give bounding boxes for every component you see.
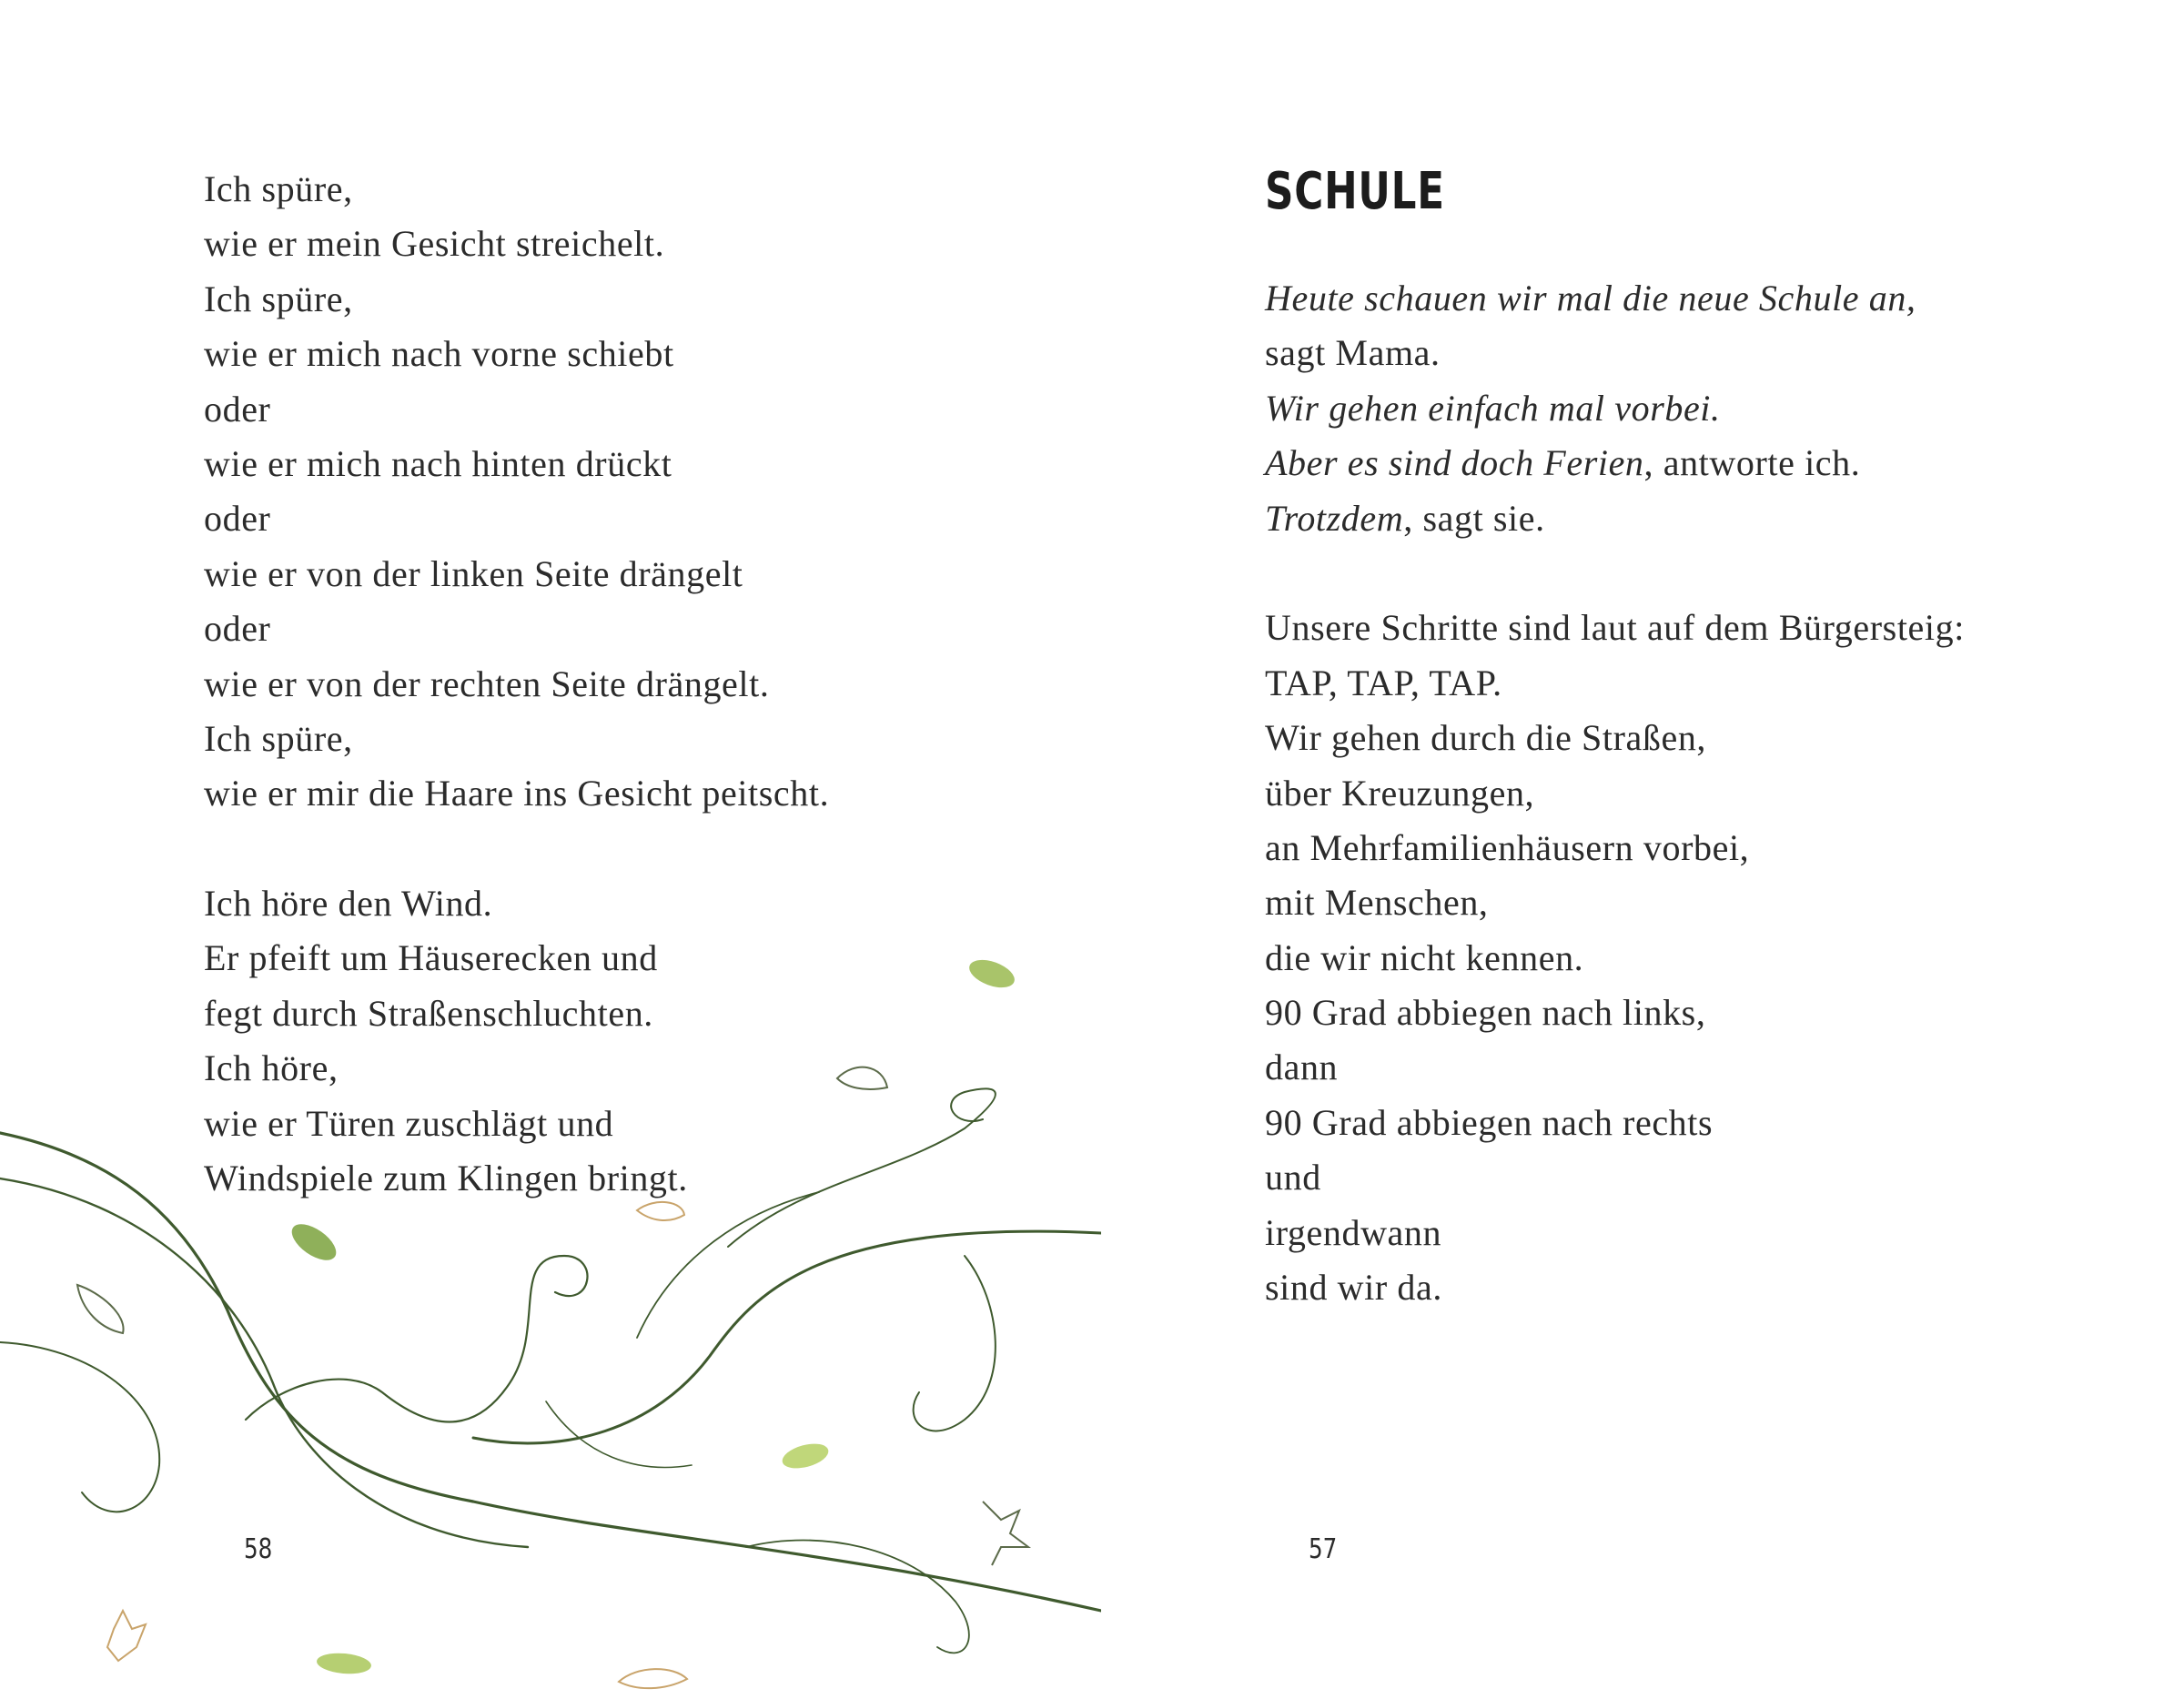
oak-leaf-icon bbox=[107, 1611, 146, 1661]
poem-line: sind wir da. bbox=[1265, 1267, 1442, 1309]
leaf-icon bbox=[286, 1217, 342, 1267]
page-number: 58 bbox=[244, 1533, 273, 1565]
stanza-break bbox=[1265, 546, 1965, 601]
leaf-icon bbox=[316, 1651, 372, 1675]
poem-right bbox=[1265, 271, 1965, 1315]
poem-left bbox=[204, 162, 829, 1206]
poem-line: wie er mir die Haare ins Gesicht peitscht. bbox=[204, 773, 830, 814]
poem-line: oder bbox=[204, 388, 271, 430]
poem-line: oder bbox=[204, 498, 271, 540]
narration-text: , sagt sie. bbox=[1403, 497, 1545, 539]
stanza-break bbox=[204, 822, 829, 876]
leaf-outline-icon bbox=[77, 1285, 124, 1333]
poem-line: Wir gehen durch die Straßen, bbox=[1265, 717, 1707, 759]
poem-line: die wir nicht kennen. bbox=[1265, 936, 1584, 978]
poem-line: sagt Mama. bbox=[1265, 332, 1441, 374]
poem-line: an Mehrfamilienhäusern vorbei, bbox=[1265, 826, 1750, 868]
poem-line: Ich spüre, bbox=[204, 717, 353, 759]
poem-line: Wir gehen einfach mal vorbei. bbox=[1265, 387, 1721, 429]
poem-line: wie er mein Gesicht streichelt. bbox=[204, 223, 665, 265]
poem-line bbox=[1265, 491, 1965, 546]
right-page bbox=[1092, 0, 2184, 1699]
narration-text: , antworte ich. bbox=[1643, 442, 1861, 484]
poem-line: wie er Türen zuschlägt und bbox=[204, 1102, 614, 1144]
poem-line: 90 Grad abbiegen nach links, bbox=[1265, 992, 1706, 1034]
poem-line: Heute schauen wir mal die neue Schule an, bbox=[1265, 278, 1916, 319]
poem-line: 90 Grad abbiegen nach rechts bbox=[1265, 1101, 1714, 1143]
poem-line: mit Menschen, bbox=[1265, 882, 1489, 924]
poem-line: Windspiele zum Klingen bringt. bbox=[204, 1158, 688, 1199]
poem-line: Ich höre den Wind. bbox=[204, 883, 493, 925]
chapter-title: SCHULE bbox=[1265, 162, 1445, 221]
poem-line: wie er mich nach hinten drückt bbox=[204, 442, 672, 484]
leaf-outline-icon bbox=[837, 1067, 887, 1089]
page-number: 57 bbox=[1309, 1533, 1338, 1565]
spoken-text: Trotzdem bbox=[1265, 497, 1404, 539]
poem-line: oder bbox=[204, 608, 271, 650]
poem-line: Ich spüre, bbox=[204, 168, 353, 209]
poem-line: über Kreuzungen, bbox=[1265, 772, 1535, 814]
oak-leaf-icon bbox=[983, 1502, 1028, 1565]
poem-line: dann bbox=[1265, 1047, 1339, 1088]
poem-line: Er pfeift um Häuserecken und bbox=[204, 937, 658, 979]
poem-line: Unsere Schritte sind laut auf dem Bürgersteig: bbox=[1265, 607, 1965, 649]
poem-line: Ich höre, bbox=[204, 1047, 339, 1089]
spoken-text: Aber es sind doch Ferien bbox=[1265, 442, 1644, 484]
poem-line bbox=[1265, 436, 1965, 490]
leaf-outline-icon bbox=[619, 1669, 687, 1688]
poem-line: wie er mich nach vorne schiebt bbox=[204, 333, 674, 375]
poem-line: fegt durch Straßenschluchten. bbox=[204, 992, 653, 1034]
poem-line: wie er von der rechten Seite drängelt. bbox=[204, 662, 770, 704]
poem-line: TAP, TAP, TAP. bbox=[1265, 662, 1502, 703]
poem-line: Ich spüre, bbox=[204, 278, 353, 319]
poem-line: wie er von der linken Seite drängelt bbox=[204, 552, 743, 594]
poem-line: irgendwann bbox=[1265, 1211, 1442, 1253]
leaf-icon bbox=[966, 955, 1018, 993]
poem-line: und bbox=[1265, 1157, 1321, 1198]
leaf-icon bbox=[780, 1440, 831, 1473]
